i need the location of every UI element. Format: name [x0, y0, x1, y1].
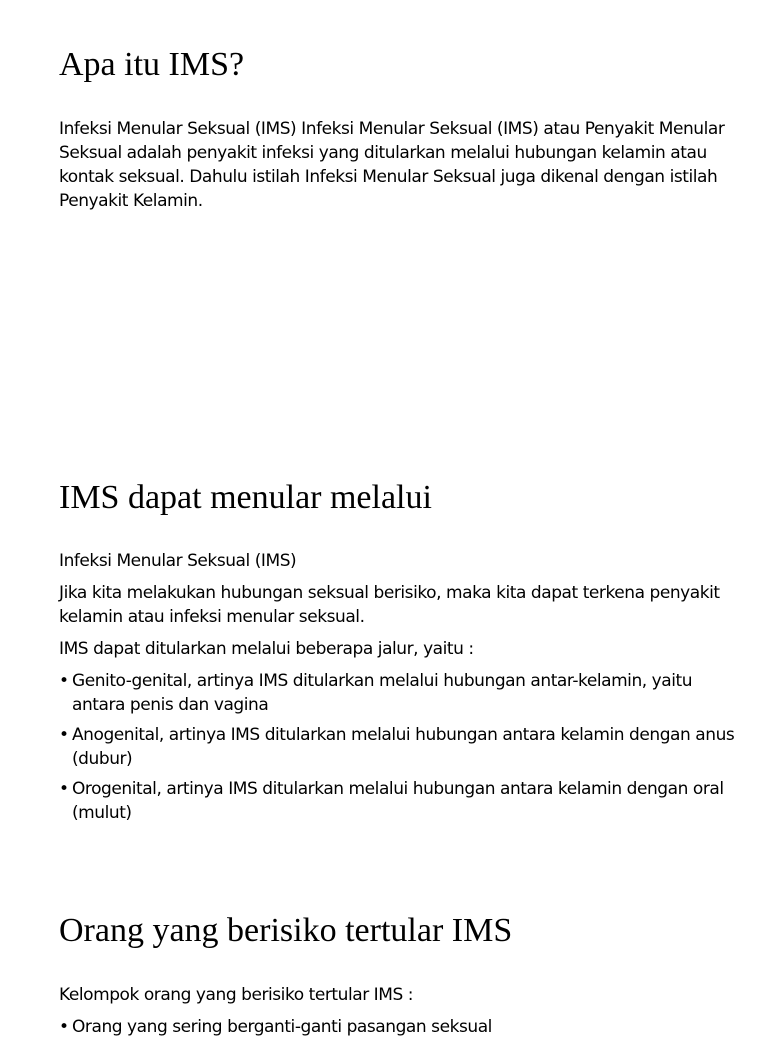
bullet-list	[59, 1015, 739, 1039]
bullet-item	[59, 669, 739, 717]
bullet-text: Orang yang sering berganti-ganti pasangan seksual	[72, 1017, 492, 1037]
bullet-icon: •	[59, 725, 69, 745]
bullet-icon: •	[59, 779, 69, 799]
slide-at-risk-groups	[0, 870, 768, 1037]
slide-what-is-ims	[0, 0, 768, 430]
bullet-item	[59, 777, 739, 825]
slide-ims-transmission	[0, 430, 768, 870]
bullet-list	[59, 669, 739, 825]
paragraph: Infeksi Menular Seksual (IMS) Infeksi Menular Seksual (IMS) atau Penyakit Menular Seksual adalah penyakit infeksi yang ditularkan melalui hubungan kelamin atau kontak seksual. Dahulu istilah Infeksi Menular Seksual juga dikenal dengan istilah Penyakit Kelamin.	[59, 119, 725, 211]
paragraph: Kelompok orang yang berisiko tertular IMS :	[59, 985, 414, 1005]
bullet-item	[59, 1015, 739, 1039]
bullet-icon: •	[59, 671, 69, 691]
slide-body	[59, 983, 739, 1045]
paragraph: IMS dapat ditularkan melalui beberapa jalur, yaitu :	[59, 639, 474, 659]
paragraph: Infeksi Menular Seksual (IMS)	[59, 551, 297, 571]
paragraph: Jika kita melakukan hubungan seksual berisiko, maka kita dapat terkena penyakit kelamin atau infeksi menular seksual.	[59, 583, 720, 627]
slide-body	[59, 549, 739, 831]
slide-title: Orang yang berisiko tertular IMS	[59, 912, 513, 949]
slide-title: IMS dapat menular melalui	[59, 479, 432, 516]
bullet-text: Orogenital, artinya IMS ditularkan melalui hubungan antara kelamin dengan oral (mulut)	[72, 779, 724, 823]
slide-body	[59, 117, 739, 221]
bullet-icon: •	[59, 1017, 69, 1037]
bullet-text: Anogenital, artinya IMS ditularkan melalui hubungan antara kelamin dengan anus (dubur)	[72, 725, 735, 769]
bullet-text: Genito-genital, artinya IMS ditularkan melalui hubungan antar-kelamin, yaitu antara penis dan vagina	[72, 671, 693, 715]
slide-title: Apa itu IMS?	[59, 46, 245, 83]
bullet-item	[59, 723, 739, 771]
